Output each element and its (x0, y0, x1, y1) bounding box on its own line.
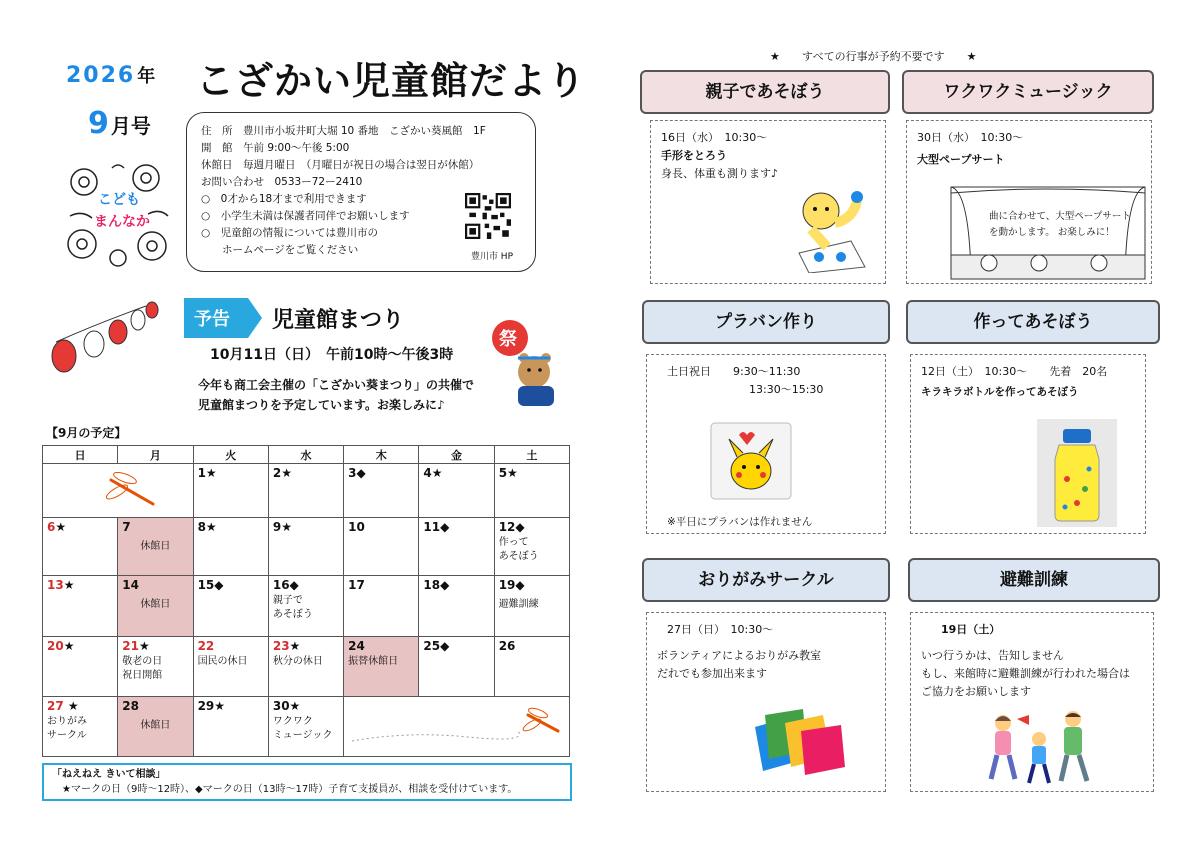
info-note: ○ 児童館の情報については豊川市の (201, 227, 378, 239)
calendar-day: 21★ 敬老の日 祝日開館 (118, 637, 193, 697)
address: 住 所 豊川市小坂井町大堀 10 番地 こざかい葵風館 1F (201, 125, 486, 137)
calendar-day-closed: 28 休館日 (118, 697, 193, 757)
calendar (42, 445, 570, 757)
contact-phone: お問い合わせ 0533ー72ー2410 (201, 176, 363, 188)
stage-text: 曲に合わせて、大型ペープサート を動かします。 お楽しみに！ (989, 211, 1131, 238)
svg-text:まんなか: まんなか (94, 214, 150, 230)
festival-date: 10月11日（日） 午前10時〜午後3時 (210, 347, 454, 363)
event-title-hinan: 避難訓練 (908, 558, 1160, 602)
info-note: ○ 小学生未満は保護者同伴でお願いします (201, 210, 410, 222)
event-date: 13:30〜15:30 (749, 383, 824, 396)
info-note: ○ 0才から18才まで利用できます (201, 193, 367, 205)
calendar-week (43, 697, 570, 757)
info-box (186, 112, 536, 272)
flower-logo-icon (62, 160, 174, 272)
bear-festival-icon (488, 318, 568, 408)
event-box-hinan (910, 612, 1154, 792)
calendar-day: 3◆ (344, 464, 419, 518)
event-title-origami: おりがみサークル (642, 558, 890, 602)
calendar-day: 10 (344, 518, 419, 576)
calendar-empty-cell (344, 697, 570, 757)
event-box-origami (646, 612, 886, 792)
calendar-day: 16◆ 親子で あそぼう (268, 576, 343, 637)
calendar-day: 5★ (494, 464, 569, 518)
calendar-title: 【9月の予定】 (46, 426, 127, 440)
event-box-music (906, 120, 1152, 284)
weekday-sun: 日 (43, 446, 118, 464)
dragonfly-icon (103, 470, 163, 510)
event-text: ご協力をお願いします (921, 685, 1031, 698)
year: 2026 年 (66, 63, 158, 88)
closed-days: 休館日 毎週月曜日 （月曜日が祝日の場合は翌日が休館） (201, 159, 480, 171)
lantern-icon (46, 296, 166, 386)
event-title-tsukutte: 作ってあそぼう (906, 300, 1160, 344)
reservation-note: ★ すべての行事が予約不要です ★ (770, 50, 977, 63)
opening-hours: 開 館 午前 9:00〜午後 5:00 (201, 142, 350, 154)
qr-code-icon[interactable] (465, 193, 511, 239)
event-box-tsukutte (910, 354, 1146, 534)
consult-box (42, 763, 572, 801)
event-text: 大型ペープサート (917, 153, 1005, 166)
calendar-day: 23★ 秋分の休日 (268, 637, 343, 697)
event-note: ※平日にプラバンは作れません (667, 516, 813, 528)
weekday-mon: 月 (118, 446, 193, 464)
calendar-day: 12◆ 作って あそぼう (494, 518, 569, 576)
calendar-day-closed: 7 休館日 (118, 518, 193, 576)
calendar-day: 22 国民の休日 (193, 637, 268, 697)
calendar-day: 30★ ワクワク ミュージック (268, 697, 343, 757)
event-date: 30日（水） 10:30〜 (917, 131, 1024, 144)
calendar-day: 8★ (193, 518, 268, 576)
calendar-week (43, 464, 570, 518)
baby-handprint-icon (791, 183, 871, 273)
info-note: ホームページをご覧ください (201, 244, 359, 256)
calendar-day: 20★ (43, 637, 118, 697)
event-text: ボランティアによるおりがみ教室 (657, 649, 822, 662)
evacuating-family-icon (977, 709, 1107, 789)
event-box-oyako (650, 120, 886, 284)
consult-text: ★マークの日（9時〜12時）、◆マークの日（13時〜17時）子育て支援員が、相談を受付けています。 (62, 784, 518, 795)
event-title-plaban: プラバン作り (642, 300, 890, 344)
calendar-day: 1★ (193, 464, 268, 518)
festival-badge: 祭 (499, 329, 517, 350)
issue-month: 9 月号 (88, 106, 151, 141)
event-text: キラキラボトルを作ってあそぼう (921, 386, 1079, 398)
calendar-day: 19◆ 避難訓練 (494, 576, 569, 637)
event-box-plaban (646, 354, 886, 534)
calendar-day: 13★ (43, 576, 118, 637)
dragonfly-icon (348, 701, 568, 751)
event-date: 16日（水） 10:30〜 (661, 131, 768, 144)
calendar-day: 2★ (268, 464, 343, 518)
event-title-music: ワクワクミュージック (902, 70, 1154, 114)
calendar-day: 25◆ (419, 637, 494, 697)
calendar-week (43, 576, 570, 637)
weekday-thu: 木 (344, 446, 419, 464)
festival-title: 児童館まつり (272, 308, 405, 333)
calendar-day: 9★ (268, 518, 343, 576)
newsletter-title: こざかい児童館だより (196, 59, 587, 103)
event-text: もし、来館時に避難訓練が行われた場合は (921, 667, 1130, 680)
calendar-day-closed: 14 休館日 (118, 576, 193, 637)
qr-label: 豊川市 HP (470, 252, 513, 262)
calendar-week (43, 637, 570, 697)
event-date: 27日（日） 10:30〜 (667, 623, 774, 636)
calendar-empty-cell (43, 464, 194, 518)
event-text: だれでも参加出来ます (657, 667, 767, 680)
event-text: 身長、体重も測ります♪ (661, 167, 779, 180)
event-text: いつ行うかは、告知しません (921, 649, 1064, 662)
glitter-bottle-icon (1037, 419, 1117, 527)
event-text: 手形をとろう (661, 149, 727, 162)
calendar-week (43, 518, 570, 576)
weekday-header-row (43, 446, 570, 464)
calendar-day: 18◆ (419, 576, 494, 637)
calendar-day: 6★ (43, 518, 118, 576)
event-date: 12日（土） 10:30〜 先着 20名 (921, 365, 1108, 378)
event-date: 土日祝日 9:30〜11:30 (667, 365, 801, 378)
consult-title: 「ねえねえ きいて相談」 (52, 769, 166, 780)
calendar-day: 15◆ (193, 576, 268, 637)
calendar-day: 27 ★ おりがみ サークル (43, 697, 118, 757)
weekday-wed: 水 (268, 446, 343, 464)
svg-text:こども: こども (98, 192, 140, 208)
weekday-tue: 火 (193, 446, 268, 464)
event-date: 19日（土） (941, 623, 1001, 636)
festival-description: 今年も商工会主催の「こざかい葵まつり」の共催で 児童館まつりを予定しています。お楽しみに♪ (198, 378, 475, 412)
calendar-day: 4★ (419, 464, 494, 518)
calendar-day: 29★ (193, 697, 268, 757)
notice-tag-label: 予告 (194, 309, 230, 330)
weekday-fri: 金 (419, 446, 494, 464)
pikachu-plaban-icon (709, 417, 793, 501)
calendar-day: 17 (344, 576, 419, 637)
event-title-oyako: 親子であそぼう (640, 70, 890, 114)
calendar-day: 11◆ (419, 518, 494, 576)
calendar-day-closed: 24 振替休館日 (344, 637, 419, 697)
weekday-sat: 土 (494, 446, 569, 464)
origami-papers-icon (751, 705, 847, 777)
calendar-day: 26 (494, 637, 569, 697)
